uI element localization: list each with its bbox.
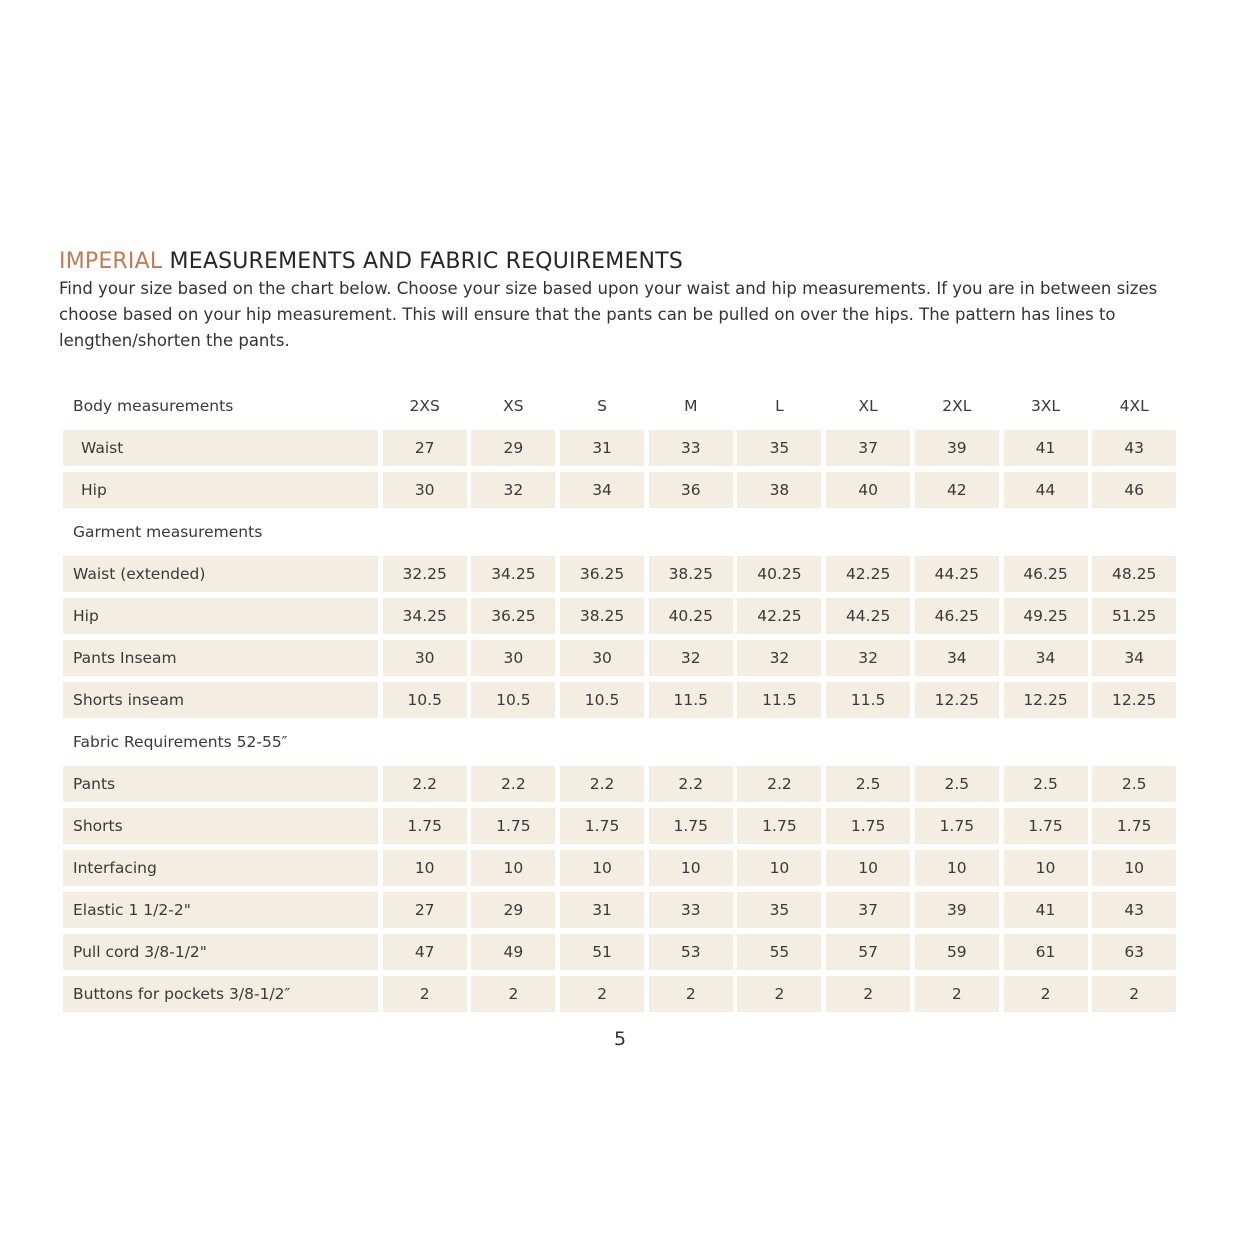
table-cell: 59 [915, 934, 999, 970]
table-cell: 34 [1004, 640, 1088, 676]
table-cell: 2 [560, 976, 644, 1012]
table-cell: 2.5 [1092, 766, 1176, 802]
table-cell: 40.25 [737, 556, 821, 592]
table-cell: 2.2 [737, 766, 821, 802]
table-cell: 27 [383, 430, 467, 466]
table-cell: 30 [383, 472, 467, 508]
table-cell: 33 [649, 430, 733, 466]
table-cell: 1.75 [1092, 808, 1176, 844]
table-cell: 31 [560, 430, 644, 466]
table-cell: 35 [737, 430, 821, 466]
table-cell: 37 [826, 892, 910, 928]
table-cell: 1.75 [915, 808, 999, 844]
table-cell: 32 [649, 640, 733, 676]
table-cell: 34 [1092, 640, 1176, 676]
size-header: L [775, 397, 784, 415]
table-cell: 2 [383, 976, 467, 1012]
table-cell: 46.25 [915, 598, 999, 634]
table-cell: 38 [737, 472, 821, 508]
table-cell: 10 [649, 850, 733, 886]
table-cell: 11.5 [649, 682, 733, 718]
table-cell: 44 [1004, 472, 1088, 508]
heading-accent: IMPERIAL [59, 249, 163, 274]
table-cell: 40.25 [649, 598, 733, 634]
row-label: Waist (extended) [63, 556, 378, 592]
size-header: 2XL [942, 397, 972, 415]
table-cell: 11.5 [737, 682, 821, 718]
heading-text: MEASUREMENTS AND FABRIC REQUIREMENTS [169, 249, 684, 274]
table-cell: 34 [915, 640, 999, 676]
table-cell: 2.5 [826, 766, 910, 802]
table-cell: 29 [471, 430, 555, 466]
table-cell: 2 [915, 976, 999, 1012]
table-cell: 51.25 [1092, 598, 1176, 634]
table-cell: 2 [1004, 976, 1088, 1012]
table-cell: 2 [1092, 976, 1176, 1012]
table-cell: 30 [560, 640, 644, 676]
size-header: 4XL [1119, 397, 1149, 415]
row-label: Shorts inseam [63, 682, 378, 718]
size-header: XL [858, 397, 878, 415]
table-cell: 12.25 [1004, 682, 1088, 718]
table-cell: 2.5 [1004, 766, 1088, 802]
page-heading [59, 248, 683, 276]
table-cell: 61 [1004, 934, 1088, 970]
table-cell: 34 [560, 472, 644, 508]
table-cell: 10 [383, 850, 467, 886]
row-label: Interfacing [63, 850, 378, 886]
table-cell: 2.2 [560, 766, 644, 802]
table-cell: 43 [1092, 892, 1176, 928]
table-cell: 42.25 [826, 556, 910, 592]
table-cell: 41 [1004, 430, 1088, 466]
page-number: 5 [613, 1028, 627, 1050]
size-header: XS [503, 397, 524, 415]
table-cell: 49 [471, 934, 555, 970]
table-cell: 37 [826, 430, 910, 466]
table-cell: 44.25 [915, 556, 999, 592]
table-cell: 38.25 [649, 556, 733, 592]
table-cell: 10 [1092, 850, 1176, 886]
table-cell: 46 [1092, 472, 1176, 508]
table-cell: 47 [383, 934, 467, 970]
table-cell: 2.2 [383, 766, 467, 802]
table-cell: 10 [1004, 850, 1088, 886]
table-cell: 33 [649, 892, 733, 928]
table-cell: 35 [737, 892, 821, 928]
table-cell: 2.2 [471, 766, 555, 802]
row-label: Hip [63, 598, 378, 634]
row-label: Pull cord 3/8-1/2" [63, 934, 378, 970]
table-cell: 1.75 [560, 808, 644, 844]
table-cell: 10 [471, 850, 555, 886]
table-cell: 34.25 [383, 598, 467, 634]
row-label: Buttons for pockets 3/8-1/2″ [63, 976, 378, 1012]
size-header: M [684, 397, 698, 415]
table-cell: 1.75 [471, 808, 555, 844]
table-cell: 57 [826, 934, 910, 970]
table-cell: 51 [560, 934, 644, 970]
table-cell: 11.5 [826, 682, 910, 718]
table-cell: 41 [1004, 892, 1088, 928]
section-title: Fabric Requirements 52-55″ [73, 733, 288, 751]
table-cell: 30 [471, 640, 555, 676]
table-cell: 40 [826, 472, 910, 508]
row-label: Waist [63, 430, 378, 466]
table-cell: 49.25 [1004, 598, 1088, 634]
size-header: 3XL [1030, 397, 1061, 415]
row-label: Pants [63, 766, 378, 802]
table-cell: 10.5 [471, 682, 555, 718]
row-label: Hip [63, 472, 378, 508]
table-cell: 36.25 [471, 598, 555, 634]
table-cell: 38.25 [560, 598, 644, 634]
table-cell: 42.25 [737, 598, 821, 634]
table-cell: 44.25 [826, 598, 910, 634]
table-cell: 2.5 [915, 766, 999, 802]
table-cell: 1.75 [826, 808, 910, 844]
table-cell: 53 [649, 934, 733, 970]
table-cell: 32 [471, 472, 555, 508]
table-cell: 36.25 [560, 556, 644, 592]
table-cell: 30 [383, 640, 467, 676]
row-label: Elastic 1 1/2-2" [63, 892, 378, 928]
table-cell: 32.25 [383, 556, 467, 592]
table-cell: 63 [1092, 934, 1176, 970]
table-cell: 39 [915, 892, 999, 928]
table-cell: 2 [737, 976, 821, 1012]
table-cell: 29 [471, 892, 555, 928]
table-cell: 43 [1092, 430, 1176, 466]
size-header: 2XS [409, 397, 440, 415]
table-cell: 10 [826, 850, 910, 886]
size-chart-table [63, 388, 1176, 1018]
intro-paragraph: Find your size based on the chart below. Choose your size based upon your waist and hip measurements. If you are in between sizes choose based on your hip measurement. This will ensure that the pants can be pulled on over the hips. The pattern has lines to lengthen/shorten the pants. [59, 279, 1158, 350]
table-cell: 48.25 [1092, 556, 1176, 592]
table-cell: 42 [915, 472, 999, 508]
size-header: S [597, 397, 607, 415]
table-cell: 10 [560, 850, 644, 886]
table-cell: 10 [915, 850, 999, 886]
section-title: Garment measurements [73, 523, 263, 541]
table-cell: 46.25 [1004, 556, 1088, 592]
table-cell: 55 [737, 934, 821, 970]
table-cell: 12.25 [915, 682, 999, 718]
row-label: Shorts [63, 808, 378, 844]
table-cell: 2.2 [649, 766, 733, 802]
table-cell: 34.25 [471, 556, 555, 592]
table-cell: 32 [737, 640, 821, 676]
table-header-label: Body measurements [73, 397, 234, 415]
table-cell: 32 [826, 640, 910, 676]
table-cell: 1.75 [737, 808, 821, 844]
table-cell: 1.75 [649, 808, 733, 844]
table-cell: 2 [649, 976, 733, 1012]
table-cell: 2 [471, 976, 555, 1012]
table-cell: 36 [649, 472, 733, 508]
table-cell: 10.5 [383, 682, 467, 718]
table-cell: 1.75 [383, 808, 467, 844]
table-cell: 27 [383, 892, 467, 928]
table-cell: 10.5 [560, 682, 644, 718]
table-cell: 1.75 [1004, 808, 1088, 844]
table-cell: 39 [915, 430, 999, 466]
row-label: Pants Inseam [63, 640, 378, 676]
table-cell: 12.25 [1092, 682, 1176, 718]
table-cell: 31 [560, 892, 644, 928]
table-cell: 10 [737, 850, 821, 886]
table-cell: 2 [826, 976, 910, 1012]
